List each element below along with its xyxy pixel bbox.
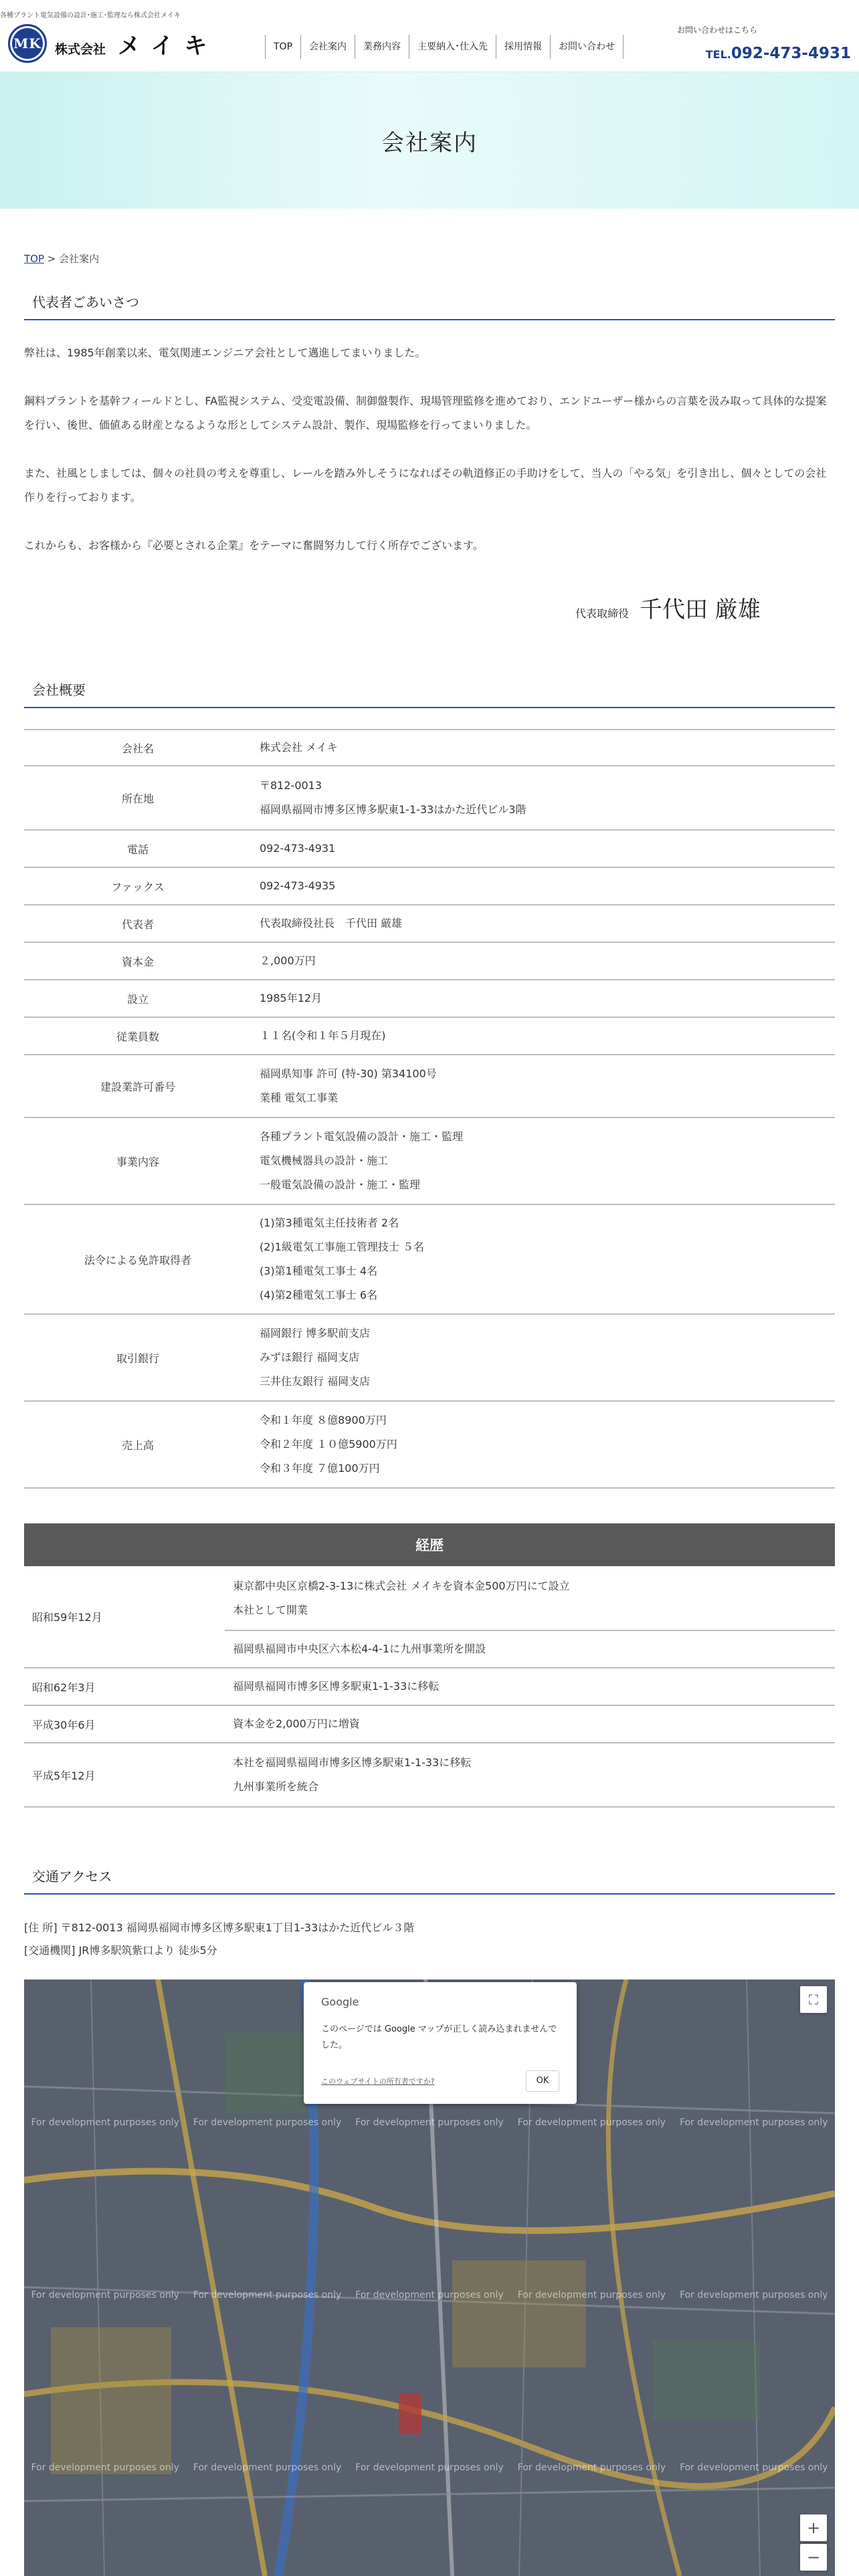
overview-value-line: 三井住友銀行 福岡支店 [260,1375,371,1388]
overview-value [252,1055,835,1117]
table-row [24,905,835,942]
table-row [24,1743,835,1807]
history-event [225,1630,835,1668]
overview-value [252,830,835,867]
overview-value-line: 令和１年度 ８億8900万円 [260,1414,387,1426]
dev-watermark: For development purposes only [355,2290,504,2300]
dev-watermark: For development purposes only [517,2462,666,2473]
history-event-line: 福岡県福岡市博多区博多駅東1-1-33に移転 [233,1680,440,1693]
overview-value-line: 代表取締役社長 千代田 厳雄 [260,917,403,930]
history-event [225,1705,835,1743]
overview-value [252,980,835,1017]
signature-name: 千代田 厳雄 [640,597,761,623]
table-row [24,1705,835,1743]
dev-watermark: For development purposes only [193,2462,342,2473]
dev-watermark: For development purposes only [680,2462,828,2473]
table-row [24,1204,835,1314]
table-row [24,1017,835,1055]
overview-value [252,766,835,830]
table-row [24,1117,835,1204]
overview-value-line: (3)第1種電気工事士 4名 [260,1265,378,1277]
dev-watermark: For development purposes only [193,2290,342,2300]
access-heading: 交通アクセス [24,1866,835,1895]
contact-label: お問い合わせはこちら [677,25,758,35]
greeting-heading: 代表者ごあいさつ [24,292,835,320]
tel-prefix: TEL. [705,48,731,61]
overview-value-line: 1985年12月 [260,992,322,1004]
table-row [24,1314,835,1401]
history-event-line: 資本金を2,000万円に増資 [233,1717,360,1730]
fullscreen-icon[interactable]: ⛶ [800,1986,827,2013]
overview-value-line: 各種プラント電気設備の設計・施工・監理 [260,1130,464,1143]
global-nav [265,35,624,59]
history-event [225,1668,835,1705]
overview-value-line: (1)第3種電気主任技術者 2名 [260,1216,399,1229]
overview-key: 所在地 [24,766,252,830]
nav-item-services[interactable]: 業務内容 [355,35,409,59]
tel-number: 092-473-4931 [731,45,851,62]
overview-value [252,1314,835,1401]
overview-value [252,730,835,766]
overview-value-line: 株式会社 メイキ [260,741,338,754]
google-map[interactable] [24,1979,835,2576]
zoom-in-button[interactable]: + [800,2514,827,2541]
representative-signature [575,591,761,624]
history-event-line: 東京都中央区京橋2-3-13に株式会社 メイキを資本金500万円にて設立 [233,1579,570,1592]
dev-watermark: For development purposes only [31,2462,179,2473]
header-phone-link[interactable] [677,45,851,62]
overview-value-line: (2)1級電気工事施工管理技士 ５名 [260,1241,424,1253]
page-title: 会社案内 [381,129,478,156]
overview-key: 取引銀行 [24,1314,252,1401]
overview-value-line: 福岡銀行 博多駅前支店 [260,1327,371,1339]
overview-key: 事業内容 [24,1117,252,1204]
dev-watermark: For development purposes only [355,2117,504,2128]
overview-value-line: 〒812-0013 [260,779,322,792]
breadcrumb-home-link[interactable]: TOP [24,253,45,265]
breadcrumb-current: 会社案内 [59,253,100,265]
page-hero [0,72,859,209]
overview-value-line: 電気機械器具の設計・施工 [260,1154,389,1167]
dev-watermark: For development purposes only [517,2290,666,2300]
dev-watermark: For development purposes only [355,2462,504,2473]
overview-value [252,1117,835,1204]
map-error-message: このページでは Google マップが正しく読み込まれませんでした。 [321,2024,557,2050]
table-row [24,1668,835,1705]
overview-value-line: 福岡県知事 許可 (特-30) 第34100号 [260,1067,437,1080]
history-event [225,1743,835,1807]
history-event-line: 本社として開業 [233,1603,308,1616]
logo-company-prefix: 株式会社 [55,41,106,57]
dev-watermark: For development purposes only [31,2290,179,2300]
overview-value [252,905,835,942]
google-logo: Google [321,1996,359,2008]
header-tagline: 各種プラント電気設備の設計･施工･監理なら株式会社メイキ [0,12,181,19]
greeting-paragraph-1: 弊社は、1985年創業以来、電気関連エンジニア会社として邁進してまいりました。 [24,346,426,359]
access-info [24,1917,414,1962]
overview-key: ファックス [24,867,252,905]
overview-value-line: 令和３年度 ７億100万円 [260,1462,380,1475]
site-owner-link[interactable]: このウェブサイトの所有者ですか? [321,2077,435,2086]
dev-watermark: For development purposes only [680,2290,828,2300]
overview-value-line: 092-473-4931 [260,842,336,855]
overview-value [252,867,835,905]
overview-value-line: ２,000万円 [260,954,316,967]
site-header [0,0,859,72]
history-date: 昭和59年12月 [24,1566,225,1668]
dev-watermark-row-2 [24,2290,835,2300]
table-row [24,1055,835,1117]
greeting-paragraph-3: また、社風としましては、個々の社員の考えを尊重し、レールを踏み外しそうになればその軌道修正の手助けをして、当人の「やる気」を引き出し、個々としての会社作りを行っております。 [24,467,827,504]
company-overview-table [24,729,835,1489]
table-row [24,942,835,980]
overview-value [252,1204,835,1314]
history-event-line: 本社を福岡県福岡市博多区博多駅東1-1-33に移転 [233,1756,472,1769]
overview-value-line: 092-473-4935 [260,879,336,892]
history-date: 平成5年12月 [24,1743,225,1807]
overview-key: 設立 [24,980,252,1017]
overview-value [252,1017,835,1055]
table-row [24,830,835,867]
overview-key: 従業員数 [24,1017,252,1055]
greeting-paragraph-4: これからも、お客様から『必要とされる企業』をテーマに奮闘努力して行く所存でございます。 [24,539,484,552]
map-dialog-ok-button[interactable]: OK [526,2070,559,2092]
access-transport: [交通機関] JR博多駅筑紫口より 徒歩5分 [24,1944,217,1957]
dev-watermark: For development purposes only [31,2117,179,2128]
table-row [24,730,835,766]
overview-heading: 会社概要 [24,679,835,708]
history-date: 昭和62年3月 [24,1668,225,1705]
overview-value-line: 令和２年度 １０億5900万円 [260,1438,397,1451]
table-row [24,980,835,1017]
table-row [24,1566,835,1630]
breadcrumb [24,251,99,265]
overview-value-line: みずほ銀行 福岡支店 [260,1351,360,1364]
nav-item-top[interactable]: TOP [265,35,300,59]
overview-value-line: 一般電気設備の設計・施工・監理 [260,1178,421,1191]
map-error-dialog [304,1982,577,2104]
overview-value [252,1401,835,1488]
dev-watermark-row-1 [24,2117,835,2128]
dev-watermark: For development purposes only [680,2117,828,2128]
overview-value-line: 業種 電気工事業 [260,1091,339,1104]
nav-item-suppliers[interactable]: 主要納入･仕入先 [409,35,496,59]
overview-key: 法令による免許取得者 [24,1204,252,1314]
zoom-out-button[interactable]: − [800,2544,827,2571]
history-event-line: 九州事業所を統合 [233,1780,319,1793]
history-date: 平成30年6月 [24,1705,225,1743]
access-address: [住 所] 〒812-0013 福岡県福岡市博多区博多駅東1丁目1-33はかた近代ビル３階 [24,1921,415,1934]
company-emblem-icon: MK [8,24,47,63]
overview-key: 資本金 [24,942,252,980]
dev-watermark: For development purposes only [193,2117,342,2128]
header-contact [677,24,851,62]
history-event-line: 福岡県福岡市中央区六本松4-4-1に九州事業所を開設 [233,1642,486,1655]
table-row [24,766,835,830]
overview-key: 代表者 [24,905,252,942]
history-heading: 経歴 [24,1523,835,1566]
overview-value-line: (4)第2種電気工事士 6名 [260,1289,378,1301]
nav-item-recruit[interactable]: 採用情報 [496,35,550,59]
breadcrumb-separator: > [44,253,60,265]
table-row [24,867,835,905]
overview-value-line: １１名(令和１年５月現在) [260,1029,386,1042]
overview-value-line: 福岡県福岡市博多区博多駅東1-1-33はかた近代ビル3階 [260,803,527,816]
history-event [225,1566,835,1630]
overview-key: 売上高 [24,1401,252,1488]
site-logo[interactable] [8,24,217,63]
dev-watermark-row-3 [24,2462,835,2473]
nav-item-contact[interactable]: お問い合わせ [550,35,624,59]
signature-role: 代表取締役 [575,607,630,620]
greeting-paragraph-2: 鋼料プラントを基幹フィールドとし、FA監視システム、受変電設備、制御盤製作、現場管理監修を進めており、エンドユーザー様からの言葉を汲み取って具体的な提案を行い、後世、価値ある財産となるような形としてシステム設計、製作、現場監修を行ってまいりました。 [24,395,827,431]
logo-text [55,27,217,60]
nav-item-company[interactable]: 会社案内 [300,35,355,59]
overview-key: 会社名 [24,730,252,766]
overview-key: 電話 [24,830,252,867]
overview-value [252,942,835,980]
overview-key: 建設業許可番号 [24,1055,252,1117]
table-row [24,1401,835,1488]
company-history-table [24,1566,835,1808]
logo-company-name: メイキ [118,32,218,60]
dev-watermark: For development purposes only [517,2117,666,2128]
